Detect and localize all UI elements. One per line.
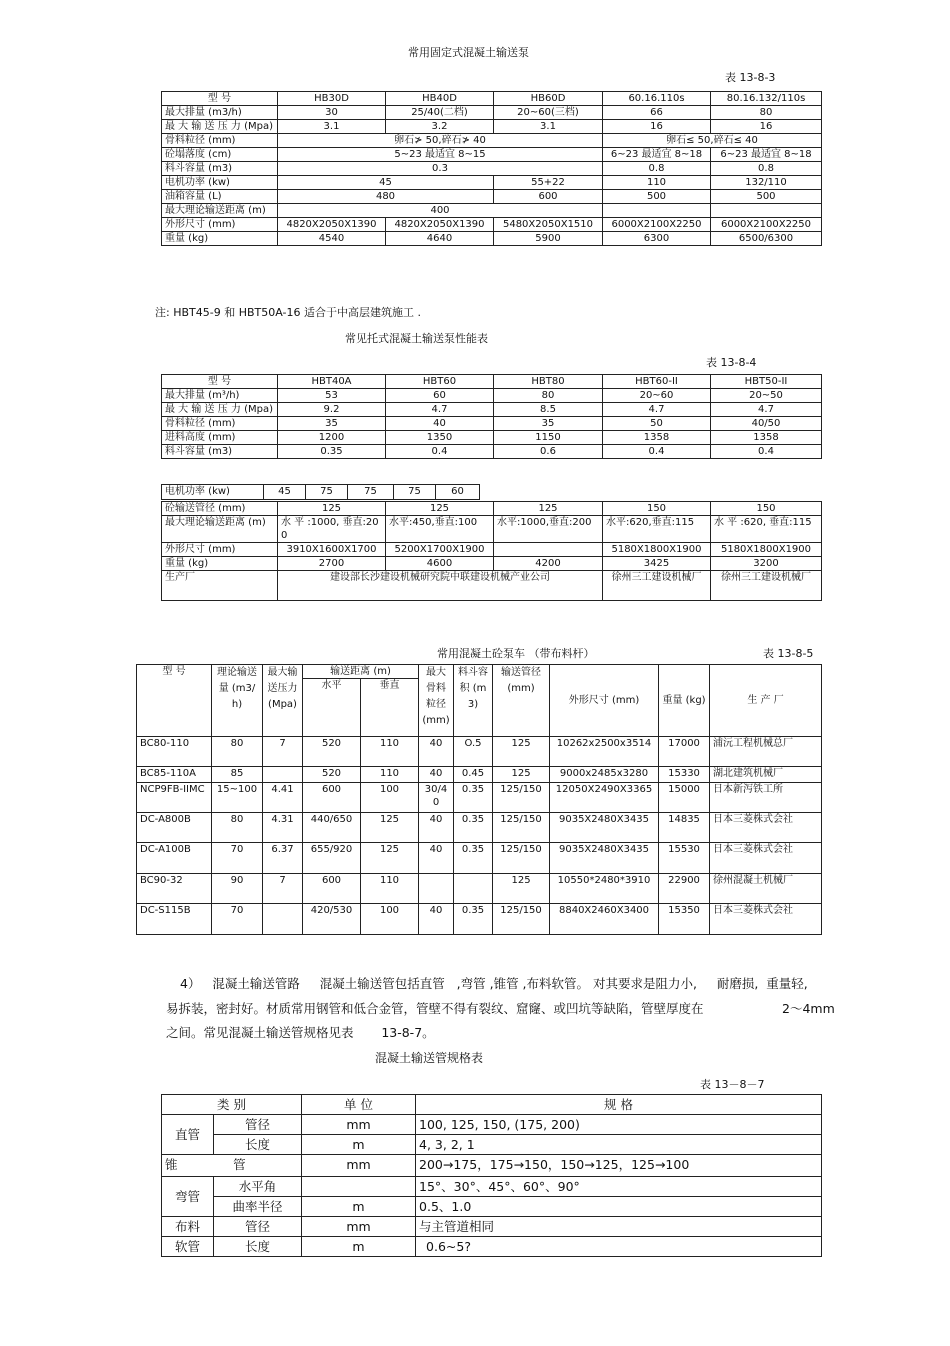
table-cell: 15350 — [659, 904, 710, 935]
table-cell: 0.6 — [494, 445, 603, 459]
table2-title: 常见托式混凝土输送泵性能表 — [345, 332, 488, 345]
table-cell: 日本三菱株式会社 — [710, 813, 822, 843]
header-cell: 理论输送量 (m3/h) — [212, 665, 263, 737]
table-cell: 水平:450,垂直:100 — [386, 516, 494, 543]
header-cell: HB40D — [386, 92, 494, 106]
table-cell: 16 — [603, 120, 711, 134]
table-cell: 水 平 :620, 垂直:115 — [711, 516, 822, 543]
header-cell: 80.16.132/110s — [711, 92, 822, 106]
table-cell: mm — [302, 1217, 416, 1237]
table-cell: 125/150 — [493, 904, 550, 935]
table-cell: 4.31 — [263, 813, 303, 843]
table-cell: 5180X1800X1900 — [603, 543, 711, 557]
header-cell: 输送距离 (m) — [303, 665, 419, 679]
table-cell: 125 — [493, 874, 550, 904]
table-row — [137, 904, 822, 935]
table-cell: 4820X2050X1390 — [386, 218, 494, 232]
table-cell: 5480X2050X1510 — [494, 218, 603, 232]
table-cell: 520 — [303, 767, 361, 783]
table-cell: 655/920 — [303, 843, 361, 874]
table-cell: 110 — [603, 176, 711, 190]
table-row — [162, 571, 822, 601]
table-cell: 125/150 — [493, 843, 550, 874]
table-cell: 30 — [278, 106, 386, 120]
table-cell: 66 — [603, 106, 711, 120]
table-cell: 0.35 — [454, 843, 493, 874]
table-cell: 0.3 — [278, 162, 603, 176]
table-cell: DC-S115B — [137, 904, 212, 935]
table-cell: 110 — [361, 767, 419, 783]
table-row — [137, 843, 822, 874]
table-cell: 14835 — [659, 813, 710, 843]
table-cell: 125/150 — [493, 783, 550, 813]
table-row — [137, 767, 822, 783]
header-cell: 单 位 — [302, 1095, 416, 1115]
table-cell: DC-A100B — [137, 843, 212, 874]
table-cell: 徐州三工建设机械厂 — [603, 571, 711, 601]
row-label: 油箱容量 (L) — [162, 190, 278, 204]
table-cell: 2700 — [278, 557, 386, 571]
table-cell: 9000x2485x3280 — [550, 767, 659, 783]
table-cell — [419, 874, 454, 904]
row-label: 最 大 输 送 压 力 (Mpa) — [162, 403, 278, 417]
table-cell: 6000X2100X2250 — [711, 218, 822, 232]
table-cell: 75 — [393, 484, 436, 500]
table-cell: 15530 — [659, 843, 710, 874]
table-cell: 125/150 — [493, 813, 550, 843]
table-cell: 建设部长沙建设机械研究院中联建设机械产业公司 — [278, 571, 603, 601]
table-cell: 3.1 — [494, 120, 603, 134]
table-cell: 日本三菱株式会社 — [710, 904, 822, 935]
table-cell: 40 — [419, 843, 454, 874]
table-row — [162, 516, 822, 543]
row-label: 电机功率 (kw) — [161, 484, 264, 500]
table-cell: 200→175，175→150，150→125，125→100 — [416, 1155, 822, 1177]
header-cell: HBT80 — [494, 375, 603, 389]
table-cell: 6~23 最适宜 8~18 — [711, 148, 822, 162]
table-cell: 100, 125, 150, (175, 200) — [416, 1115, 822, 1135]
table-cell: 3910X1600X1700 — [278, 543, 386, 557]
header-cell: HB30D — [278, 92, 386, 106]
table-cell: 12050X2490X3365 — [550, 783, 659, 813]
table-cell: 水平:1000,垂直:200 — [494, 516, 603, 543]
table-cell: 80 — [711, 106, 822, 120]
header-cell: 最大输送压力 (Mpa) — [263, 665, 303, 737]
table-cell: mm — [302, 1155, 416, 1177]
table-cell: 125 — [361, 813, 419, 843]
table-cell: 9.2 — [278, 403, 386, 417]
header-cell: 水平 — [303, 679, 361, 737]
table-cell: 30/40 — [419, 783, 454, 813]
header-cell: 型 号 — [162, 375, 278, 389]
table-cell — [263, 767, 303, 783]
table3-number: 表 13-8-5 — [763, 647, 814, 660]
table-cell: 6300 — [603, 232, 711, 246]
table-cell: 6500/6300 — [711, 232, 822, 246]
table-cell: 4820X2050X1390 — [278, 218, 386, 232]
table-row — [137, 874, 822, 904]
table-cell: 132/110 — [711, 176, 822, 190]
table-cell: 0.35 — [454, 813, 493, 843]
table-cell: 0.35 — [454, 904, 493, 935]
table-cell: 4.7 — [603, 403, 711, 417]
table-row — [162, 431, 822, 445]
table-cell: 6000X2100X2250 — [603, 218, 711, 232]
table-cell: 40 — [419, 767, 454, 783]
table-cell: 1200 — [278, 431, 386, 445]
header-cell: 料斗容积 (m3) — [454, 665, 493, 737]
row-label: 电机功率 (kw) — [162, 176, 278, 190]
table1-title: 常用固定式混凝土输送泵 — [408, 46, 529, 59]
table-cell: 4.41 — [263, 783, 303, 813]
table-row — [162, 190, 822, 204]
fixed-pump-table — [161, 91, 822, 246]
table2-number: 表 13-8-4 — [706, 356, 757, 369]
header-cell: 型 号 — [162, 92, 278, 106]
table-cell: 日本新泻铁工所 — [710, 783, 822, 813]
table-cell: DC-A800B — [137, 813, 212, 843]
header-cell: 垂直 — [361, 679, 419, 737]
row-label: 重量 (kg) — [162, 557, 278, 571]
table-cell: O.5 — [454, 737, 493, 767]
table-cell: 0.6~5? — [416, 1237, 822, 1257]
table-row — [137, 665, 822, 679]
row-label: 外形尺寸 (mm) — [162, 543, 278, 557]
table-cell: 110 — [361, 874, 419, 904]
table1-note: 注: HBT45-9 和 HBT50A-16 适合于中高层建筑施工 . — [155, 306, 421, 319]
table-cell: 1150 — [494, 431, 603, 445]
table-cell: 70 — [212, 904, 263, 935]
table-row — [162, 1197, 822, 1217]
table-row — [162, 445, 822, 459]
table-cell — [494, 543, 603, 557]
table-cell: 1350 — [386, 431, 494, 445]
table-cell: 20~60(三档) — [494, 106, 603, 120]
table-row — [162, 543, 822, 557]
table-cell: 8.5 — [494, 403, 603, 417]
table-cell: 15000 — [659, 783, 710, 813]
table-cell: 125 — [493, 737, 550, 767]
row-label: 重量 (kg) — [162, 232, 278, 246]
table-cell: 85 — [212, 767, 263, 783]
table-cell: 40/50 — [711, 417, 822, 431]
row-label: 料斗容量 (m3) — [162, 162, 278, 176]
table-cell: 5180X1800X1900 — [711, 543, 822, 557]
table-cell: 0.4 — [603, 445, 711, 459]
table-cell: 3200 — [711, 557, 822, 571]
paragraph-line-2: 易拆装，密封好。材质常用钢管和低合金管，管壁不得有裂纹、窟窿、或凹坑等缺陷，管壁厚度在 — [166, 1001, 704, 1016]
header-cell: 最大骨料粒径 (mm) — [419, 665, 454, 737]
row-label: 最大理论输送距离 (m) — [162, 516, 278, 543]
row-label: 料斗容量 (m3) — [162, 445, 278, 459]
header-cell: 类 别 — [162, 1095, 302, 1115]
table-cell: 25/40(二档) — [386, 106, 494, 120]
table-row — [162, 162, 822, 176]
table-cell: 1358 — [603, 431, 711, 445]
table-cell: 70 — [212, 843, 263, 874]
table-cell: m — [302, 1237, 416, 1257]
table-row — [162, 204, 822, 218]
row-label: 进料高度 (mm) — [162, 431, 278, 445]
table-cell — [711, 204, 822, 218]
table-cell: 22900 — [659, 874, 710, 904]
row-label: 骨料粒径 (mm) — [162, 134, 278, 148]
pump-truck-table — [136, 664, 822, 935]
table-cell: 420/530 — [303, 904, 361, 935]
table-row — [162, 232, 822, 246]
table-cell: 125 — [278, 502, 386, 516]
table-cell: 600 — [303, 874, 361, 904]
table-cell — [603, 204, 711, 218]
paragraph-line-1: 4） 混凝土输送管路 混凝土输送管包括直管 ,弯管 ,锥管 ,布料软管。 对其要求是阻力小, 耐磨损, 重量轻, — [180, 976, 808, 991]
table-cell: 35 — [278, 417, 386, 431]
table-cell: 60 — [435, 484, 480, 500]
header-cell: HBT60-II — [603, 375, 711, 389]
table-cell: 水平:620,垂直:115 — [603, 516, 711, 543]
table-cell: 80 — [494, 389, 603, 403]
table-cell: 徐州混凝土机械厂 — [710, 874, 822, 904]
table-cell: 9035X2480X3435 — [550, 843, 659, 874]
table-cell: 4640 — [386, 232, 494, 246]
group-label: 软管 — [162, 1237, 214, 1257]
table-cell: 15330 — [659, 767, 710, 783]
table-cell — [263, 904, 303, 935]
header-cell: 规 格 — [416, 1095, 822, 1115]
group-label: 弯管 — [162, 1177, 214, 1217]
table-cell: m — [302, 1135, 416, 1155]
table-row — [162, 375, 822, 389]
table-cell: 7 — [263, 737, 303, 767]
row-label: 管径 — [214, 1115, 302, 1135]
table-cell: 4, 3, 2, 1 — [416, 1135, 822, 1155]
row-label: 最大排量 (m3/h) — [162, 106, 278, 120]
table-cell: 125 — [493, 767, 550, 783]
table-cell: 0.4 — [386, 445, 494, 459]
header-cell: 输送管径 (mm) — [493, 665, 550, 737]
table4-number: 表 13－8－7 — [700, 1078, 765, 1091]
row-label: 最 大 输 送 压 力 (Mpa) — [162, 120, 278, 134]
table-row — [162, 1237, 822, 1257]
table-cell: 0.8 — [711, 162, 822, 176]
table-row — [162, 92, 822, 106]
table-cell: 10262x2500x3514 — [550, 737, 659, 767]
table-cell: 100 — [361, 904, 419, 935]
table-row — [162, 106, 822, 120]
table-cell: m — [302, 1197, 416, 1217]
table-cell: 4.7 — [386, 403, 494, 417]
table-cell: 20~60 — [603, 389, 711, 403]
pipe-spec-table — [161, 1094, 822, 1257]
table-row — [162, 417, 822, 431]
table-cell: 125 — [494, 502, 603, 516]
table-row — [162, 176, 822, 190]
table-cell: 150 — [603, 502, 711, 516]
header-cell: 型 号 — [137, 665, 212, 737]
table-cell: 150 — [711, 502, 822, 516]
table-cell: BC90-32 — [137, 874, 212, 904]
table-cell: 10550*2480*3910 — [550, 874, 659, 904]
table3-title: 常用混凝土砼泵车 （带布料杆） — [437, 647, 595, 660]
table-cell: 125 — [361, 843, 419, 874]
table-cell: 与主管道相同 — [416, 1217, 822, 1237]
row-label: 锥 管 — [162, 1155, 302, 1177]
table-cell: 0.5、1.0 — [416, 1197, 822, 1217]
table-cell: 湖北建筑机械厂 — [710, 767, 822, 783]
table-cell: 水 平 :1000, 垂直:200 — [278, 516, 386, 543]
table-cell: 5~23 最适宜 8~15 — [278, 148, 603, 162]
paragraph-line-2-end: 2～4mm — [782, 1001, 835, 1016]
table-row — [162, 1217, 822, 1237]
table-cell: 7 — [263, 874, 303, 904]
table-cell: 500 — [711, 190, 822, 204]
table-cell: 3425 — [603, 557, 711, 571]
header-cell: HBT40A — [278, 375, 386, 389]
row-label: 骨料粒径 (mm) — [162, 417, 278, 431]
table-row — [162, 1177, 822, 1197]
table-cell: 9035X2480X3435 — [550, 813, 659, 843]
table-cell: 日本三菱株式会社 — [710, 843, 822, 874]
group-label: 布料 — [162, 1217, 214, 1237]
table-cell: BC85-110A — [137, 767, 212, 783]
header-cell: HBT50-II — [711, 375, 822, 389]
table-cell: 0.4 — [711, 445, 822, 459]
table-cell: 3.2 — [386, 120, 494, 134]
table-cell: 0.8 — [603, 162, 711, 176]
row-label: 长度 — [214, 1135, 302, 1155]
row-label: 砼输送管径 (mm) — [162, 502, 278, 516]
table-row — [162, 1155, 822, 1177]
table-cell: 60 — [386, 389, 494, 403]
table-cell: 53 — [278, 389, 386, 403]
table-row — [162, 403, 822, 417]
table-cell: 50 — [603, 417, 711, 431]
table-row — [162, 1095, 822, 1115]
table-cell: 16 — [711, 120, 822, 134]
table-row — [162, 148, 822, 162]
table-cell: 480 — [278, 190, 494, 204]
table-cell: 0.35 — [278, 445, 386, 459]
table-cell: 6.37 — [263, 843, 303, 874]
table-cell: 4540 — [278, 232, 386, 246]
header-cell: 重量 (kg) — [659, 665, 710, 737]
table-row — [137, 737, 822, 767]
table-cell: 0.45 — [454, 767, 493, 783]
table-cell: BC80-110 — [137, 737, 212, 767]
table-cell: 55+22 — [494, 176, 603, 190]
table-cell: mm — [302, 1115, 416, 1135]
table-cell: 17000 — [659, 737, 710, 767]
table-cell: 500 — [603, 190, 711, 204]
table-cell: 8840X2460X3400 — [550, 904, 659, 935]
table-cell: 80 — [212, 813, 263, 843]
table-cell: 600 — [303, 783, 361, 813]
trailer-pump-table-lower — [161, 501, 822, 601]
table-cell: 400 — [278, 204, 603, 218]
header-cell: HBT60 — [386, 375, 494, 389]
header-cell: 生 产 厂 — [710, 665, 822, 737]
table-cell: 1358 — [711, 431, 822, 445]
table-cell: 4200 — [494, 557, 603, 571]
table-cell: 浦沅工程机械总厂 — [710, 737, 822, 767]
table-cell: 45 — [278, 176, 494, 190]
row-label: 曲率半径 — [214, 1197, 302, 1217]
table-row — [137, 783, 822, 813]
header-cell: 60.16.110s — [603, 92, 711, 106]
table-cell: 卵石≤ 50,碎石≤ 40 — [603, 134, 822, 148]
table-cell: 90 — [212, 874, 263, 904]
table-cell: 45 — [263, 484, 306, 500]
header-cell: 外形尺寸 (mm) — [550, 665, 659, 737]
table-row — [162, 557, 822, 571]
table-cell: 75 — [347, 484, 394, 500]
table-cell: 75 — [305, 484, 348, 500]
table-cell: 4.7 — [711, 403, 822, 417]
table-cell: 徐州三工建设机械厂 — [711, 571, 822, 601]
table-row — [162, 120, 822, 134]
table-cell: 3.1 — [278, 120, 386, 134]
table-row — [162, 389, 822, 403]
table-cell: 4600 — [386, 557, 494, 571]
table-row — [162, 218, 822, 232]
table-row — [162, 1115, 822, 1135]
table-cell: 125 — [386, 502, 494, 516]
table-cell: 15°、30°、45°、60°、90° — [416, 1177, 822, 1197]
table-cell: 440/650 — [303, 813, 361, 843]
table-cell — [302, 1177, 416, 1197]
table-row — [162, 1135, 822, 1155]
group-label: 直管 — [162, 1115, 214, 1155]
table-cell: 110 — [361, 737, 419, 767]
table-cell: 600 — [494, 190, 603, 204]
table-cell: NCP9FB-IIMC — [137, 783, 212, 813]
table-cell: 15~100 — [212, 783, 263, 813]
row-label: 生产厂 — [162, 571, 278, 601]
table-cell: 80 — [212, 737, 263, 767]
table4-title: 混凝土输送管规格表 — [375, 1051, 484, 1065]
table-cell: 40 — [419, 813, 454, 843]
trailer-pump-table — [161, 374, 822, 459]
paragraph-line-3: 之间。常见混凝土输送管规格见表 13-8-7。 — [166, 1025, 435, 1040]
table-cell: 520 — [303, 737, 361, 767]
row-label: 水平角 — [214, 1177, 302, 1197]
table-row — [162, 134, 822, 148]
table-row — [137, 813, 822, 843]
row-label: 管径 — [214, 1217, 302, 1237]
table-cell: 40 — [386, 417, 494, 431]
row-label: 最大排量 (m³/h) — [162, 389, 278, 403]
table-cell — [454, 874, 493, 904]
row-label: 外形尺寸 (mm) — [162, 218, 278, 232]
table-cell: 0.35 — [454, 783, 493, 813]
table-cell: 5200X1700X1900 — [386, 543, 494, 557]
table-cell: 20~50 — [711, 389, 822, 403]
table-cell: 5900 — [494, 232, 603, 246]
table-cell: 6~23 最适宜 8~18 — [603, 148, 711, 162]
table-cell: 35 — [494, 417, 603, 431]
table-cell: 100 — [361, 783, 419, 813]
table-cell: 40 — [419, 737, 454, 767]
row-label: 最大理论输送距离 (m) — [162, 204, 278, 218]
row-label: 长度 — [214, 1237, 302, 1257]
header-cell: HB60D — [494, 92, 603, 106]
table-cell: 40 — [419, 904, 454, 935]
table-row — [162, 502, 822, 516]
table1-number: 表 13-8-3 — [725, 71, 776, 84]
row-label: 砼塌落度 (cm) — [162, 148, 278, 162]
table-cell: 卵石≯ 50,碎石≯ 40 — [278, 134, 603, 148]
